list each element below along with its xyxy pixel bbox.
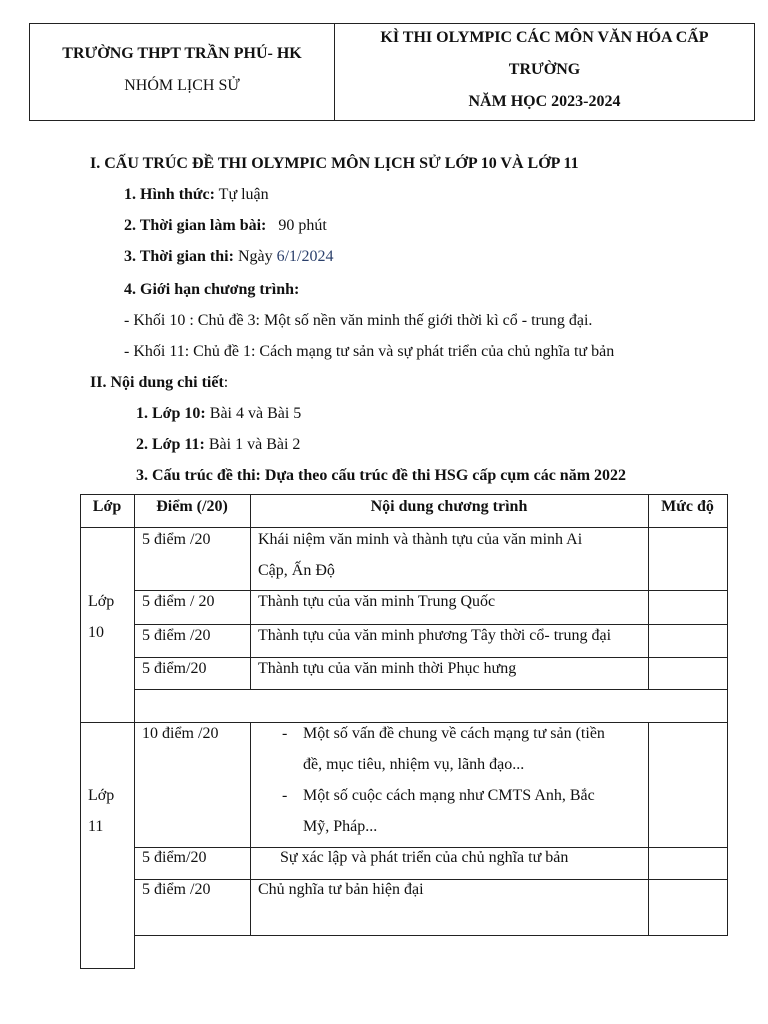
row11-2-score: 5 điểm/20 — [142, 849, 207, 866]
exam-title-line1: KÌ THI OLYMPIC CÁC MÔN VĂN HÓA CẤP — [380, 29, 709, 46]
row11-2-content: Sự xác lập và phát triển của chủ nghĩa tư bản — [280, 849, 569, 866]
row11-3-score: 5 điểm /20 — [142, 881, 211, 898]
scope-grade11: - Khối 11: Chủ đề 1: Cách mạng tư sản và sự phát triển của chủ nghĩa tư bản — [124, 343, 615, 360]
exam-title-line2: TRƯỜNG — [508, 61, 581, 78]
grade11-value: Bài 1 và Bài 2 — [204, 436, 301, 453]
grade11-label: 2. Lớp 11: — [136, 436, 205, 453]
exam-date-value: 6/1/2024 — [276, 248, 334, 265]
row10-2-content: Thành tựu của văn minh Trung Quốc — [258, 593, 496, 610]
duration-label: 2. Thời gian làm bài: — [124, 217, 267, 234]
row11-1-bullet1-dash: - — [282, 725, 288, 742]
section2-title: II. Nội dung chi tiết — [90, 374, 224, 391]
row10-4-content: Thành tựu của văn minh thời Phục hưng — [258, 660, 517, 677]
row10-1-score: 5 điểm /20 — [142, 531, 211, 548]
row10-3-score: 5 điểm /20 — [142, 627, 211, 644]
header-level: Mức độ — [661, 498, 714, 515]
grade10-lessons — [136, 405, 301, 423]
class10-label-line2: 10 — [88, 624, 104, 641]
row11-1-bullet2-dash: - — [282, 787, 288, 804]
scope-label: 4. Giới hạn chương trình: — [124, 281, 300, 298]
grade11-lessons — [136, 436, 300, 454]
row10-3-content: Thành tựu của văn minh phương Tây thời cổ- trung đại — [258, 627, 612, 644]
row11-1-bullet2: Một số cuộc cách mạng như CMTS Anh, Bắc — [303, 787, 595, 804]
section2-title-line — [90, 374, 228, 392]
class10-label-line1: Lớp — [88, 593, 115, 610]
row11-1-bullet2-cont: Mỹ, Pháp... — [303, 818, 378, 835]
row11-1-bullet1-cont: đề, mục tiêu, nhiệm vụ, lãnh đạo... — [303, 756, 525, 773]
row11-1-bullet1: Một số vấn đề chung về cách mạng tư sản (tiền — [303, 725, 605, 742]
scope-grade10: - Khối 10 : Chủ đề 3: Một số nền văn minh thế giới thời kì cổ - trung đại. — [124, 312, 593, 329]
grade10-label: 1. Lớp 10: — [136, 405, 206, 422]
form-label: 1. Hình thức: — [124, 186, 215, 203]
row10-2-score: 5 điểm / 20 — [142, 593, 215, 610]
header-school-block — [30, 24, 335, 120]
header-exam-block — [335, 24, 754, 120]
exam-date-label: 3. Thời gian thi: — [124, 248, 234, 265]
duration-value: 90 phút — [278, 217, 327, 234]
exam-year: NĂM HỌC 2023-2024 — [468, 93, 621, 110]
row10-1-content: Khái niệm văn minh và thành tựu của văn minh Ai — [258, 531, 583, 548]
form-line — [124, 186, 269, 204]
school-name: TRƯỜNG THPT TRẦN PHÚ- HK — [62, 45, 302, 62]
header-score: Điểm (/20) — [156, 498, 228, 515]
exam-structure-line: 3. Cấu trúc đề thi: Dựa theo cấu trúc đề thi HSG cấp cụm các năm 2022 — [136, 467, 627, 484]
section1-title: I. CẤU TRÚC ĐỀ THI OLYMPIC MÔN LỊCH SỬ LỚP 10 VÀ LỚP 11 — [90, 155, 579, 172]
duration-line — [124, 217, 327, 235]
class11-label-line2: 11 — [88, 818, 104, 835]
group-name: NHÓM LỊCH SỬ — [124, 77, 240, 94]
row10-1-content-cont: Cập, Ấn Độ — [258, 562, 335, 579]
header-content: Nội dung chương trình — [370, 498, 528, 515]
class11-label-line1: Lớp — [88, 787, 115, 804]
header-class: Lớp — [92, 498, 122, 515]
grade10-value: Bài 4 và Bài 5 — [205, 405, 302, 422]
header-box — [29, 23, 755, 121]
exam-date-line — [124, 248, 333, 266]
row10-4-score: 5 điểm/20 — [142, 660, 207, 677]
exam-date-prefix: Ngày — [233, 248, 277, 265]
form-value: Tự luận — [214, 186, 269, 203]
section2-colon: : — [223, 374, 229, 391]
row11-3-content: Chủ nghĩa tư bản hiện đại — [258, 881, 424, 898]
row11-1-score: 10 điểm /20 — [142, 725, 219, 742]
